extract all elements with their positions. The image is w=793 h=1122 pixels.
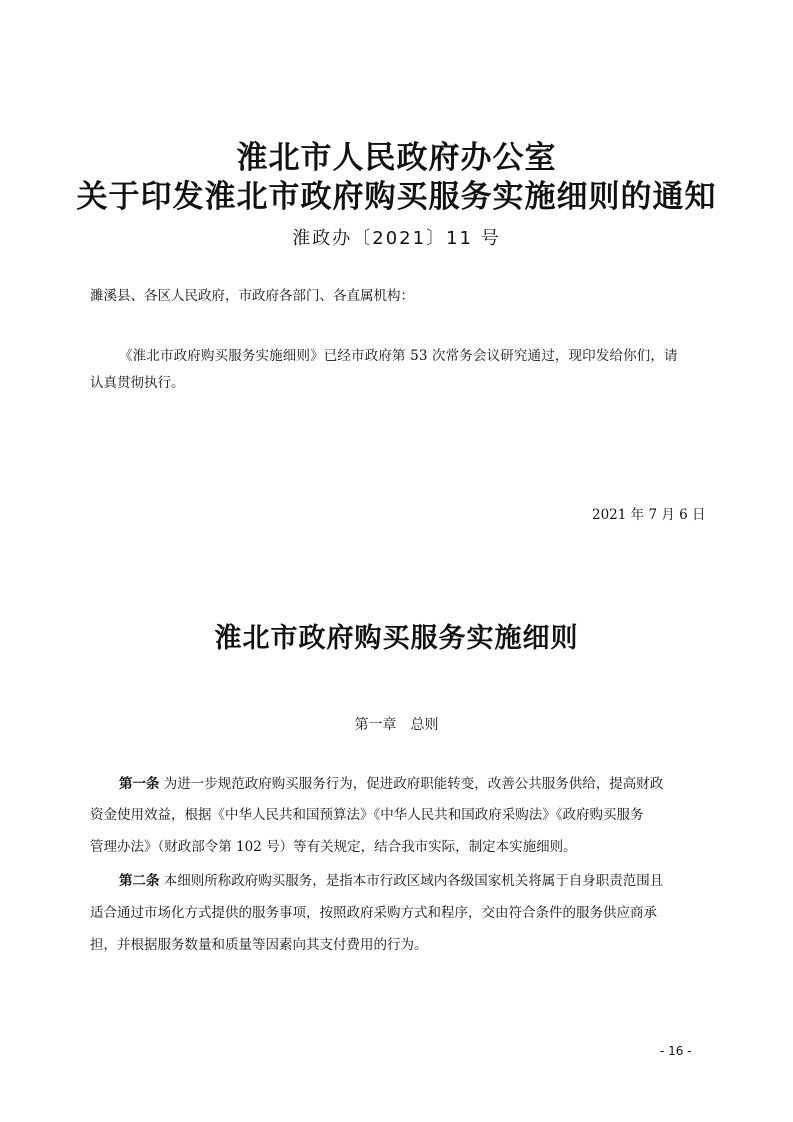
article-1-line3: 管理办法》（财政部令第 102 号）等有关规定，结合我市实际，制定本实施细则。 (90, 839, 577, 855)
article-2-line3: 担，并根据服务数量和质量等因素向其支付费用的行为。 (90, 937, 428, 953)
notice-title-line1: 淮北市人民政府办公室 (236, 140, 557, 176)
article-1-label: 第一条 (119, 776, 160, 792)
notice-date: 2021 年 7 月 6 日 (592, 507, 706, 523)
rules-title: 淮北市政府购买服务实施细则 (214, 623, 579, 654)
article-2-line2: 适合通过市场化方式提供的服务事项，按照政府采购方式和程序，交由符合条件的服务供应商承 (90, 905, 657, 921)
notice-body-line2: 认真贯彻执行。 (90, 375, 185, 391)
article-2-text: 本细则所称政府购买服务，是指本市行政区域内各级国家机关将属于自身职责范围且 (159, 873, 664, 889)
page-number: - 16 - (660, 1044, 692, 1058)
document-number: 淮政办〔2021〕11 号 (292, 228, 501, 249)
chapter-heading: 第一章 总则 (354, 717, 439, 733)
article-1-text: 为进一步规范政府购买服务行为，促进政府职能转变，改善公共服务供给，提高财政 (159, 776, 664, 792)
notice-title-line2: 关于印发淮北市政府购买服务实施细则的通知 (76, 179, 717, 215)
notice-body-line1: 《淮北市政府购买服务实施细则》已经市政府第 53 次常务会议研究通过，现印发给你们，请 (119, 348, 678, 364)
article-2-line1 (119, 868, 663, 895)
article-1-line1 (119, 771, 663, 798)
addressee: 濉溪县、各区人民政府，市政府各部门、各直属机构： (90, 288, 414, 304)
article-1-line2: 资金使用效益，根据《中华人民共和国预算法》《中华人民共和国政府采购法》《政府购买服务 (90, 807, 644, 823)
article-2-label: 第二条 (119, 873, 160, 889)
